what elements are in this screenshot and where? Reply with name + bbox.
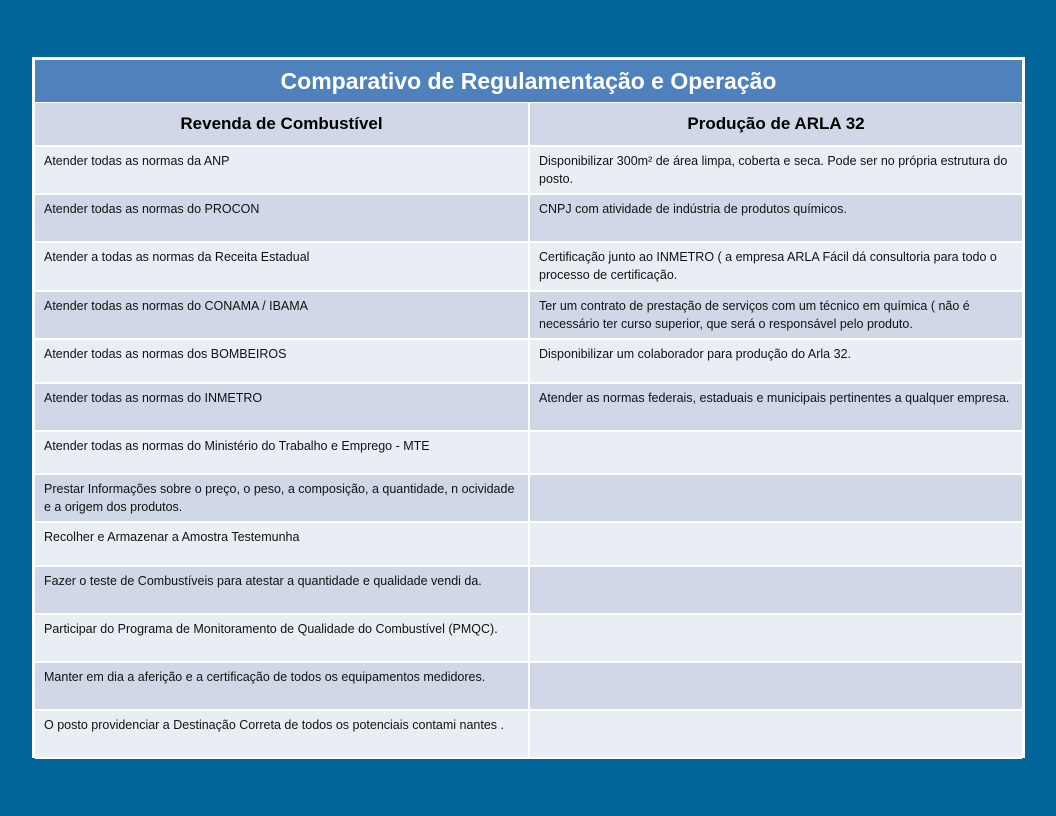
- slide-title: Comparativo de Regulamentação e Operação: [35, 60, 1022, 102]
- arla-cell: [529, 566, 1022, 614]
- arla-cell: CNPJ com atividade de indústria de produtos químicos.: [529, 194, 1022, 242]
- table-row: [35, 291, 1022, 339]
- arla-cell: Disponibilizar 300m² de área limpa, coberta e seca. Pode ser no própria estrutura do posto.: [529, 146, 1022, 194]
- revenda-cell: Atender todas as normas do CONAMA / IBAMA: [35, 291, 529, 339]
- revenda-cell: Atender todas as normas do INMETRO: [35, 383, 529, 431]
- table-row: [35, 710, 1022, 758]
- arla-cell: [529, 522, 1022, 566]
- revenda-cell: Manter em dia a aferição e a certificação de todos os equipamentos medidores.: [35, 662, 529, 710]
- table-row: [35, 662, 1022, 710]
- table-row: [35, 566, 1022, 614]
- arla-cell: [529, 710, 1022, 758]
- revenda-cell: Recolher e Armazenar a Amostra Testemunha: [35, 522, 529, 566]
- revenda-cell: Participar do Programa de Monitoramento de Qualidade do Combustível (PMQC).: [35, 614, 529, 662]
- arla-cell: [529, 662, 1022, 710]
- revenda-cell: Atender todas as normas da ANP: [35, 146, 529, 194]
- table-row: [35, 242, 1022, 291]
- revenda-cell: Atender a todas as normas da Receita Estadual: [35, 242, 529, 291]
- revenda-cell: Atender todas as normas do Ministério do Trabalho e Emprego - MTE: [35, 431, 529, 474]
- comparison-table: [35, 103, 1022, 759]
- revenda-cell: Atender todas as normas dos BOMBEIROS: [35, 339, 529, 383]
- table-row: [35, 146, 1022, 194]
- arla-cell: [529, 431, 1022, 474]
- revenda-cell: O posto providenciar a Destinação Correta de todos os potenciais contami nantes .: [35, 710, 529, 758]
- arla-cell: [529, 474, 1022, 522]
- table-row: [35, 383, 1022, 431]
- table-row: [35, 474, 1022, 522]
- table-row: [35, 431, 1022, 474]
- arla-cell: Disponibilizar um colaborador para produção do Arla 32.: [529, 339, 1022, 383]
- header-arla: Produção de ARLA 32: [529, 103, 1022, 146]
- arla-cell: [529, 614, 1022, 662]
- arla-cell: Ter um contrato de prestação de serviços com um técnico em química ( não é necessário ter curso superior, que será o responsável pelo produto.: [529, 291, 1022, 339]
- revenda-cell: Prestar Informações sobre o preço, o peso, a composição, a quantidade, n ocividade e a origem dos produtos.: [35, 474, 529, 522]
- revenda-cell: Atender todas as normas do PROCON: [35, 194, 529, 242]
- header-revenda: Revenda de Combustível: [35, 103, 529, 146]
- arla-cell: Atender as normas federais, estaduais e municipais pertinentes a qualquer empresa.: [529, 383, 1022, 431]
- table-row: [35, 194, 1022, 242]
- revenda-cell: Fazer o teste de Combustíveis para atestar a quantidade e qualidade vendi da.: [35, 566, 529, 614]
- arla-cell: Certificação junto ao INMETRO ( a empresa ARLA Fácil dá consultoria para todo o processo de certificação.: [529, 242, 1022, 291]
- comparison-slide: [32, 57, 1025, 758]
- table-row: [35, 339, 1022, 383]
- table-row: [35, 614, 1022, 662]
- table-row: [35, 522, 1022, 566]
- table-header-row: [35, 103, 1022, 146]
